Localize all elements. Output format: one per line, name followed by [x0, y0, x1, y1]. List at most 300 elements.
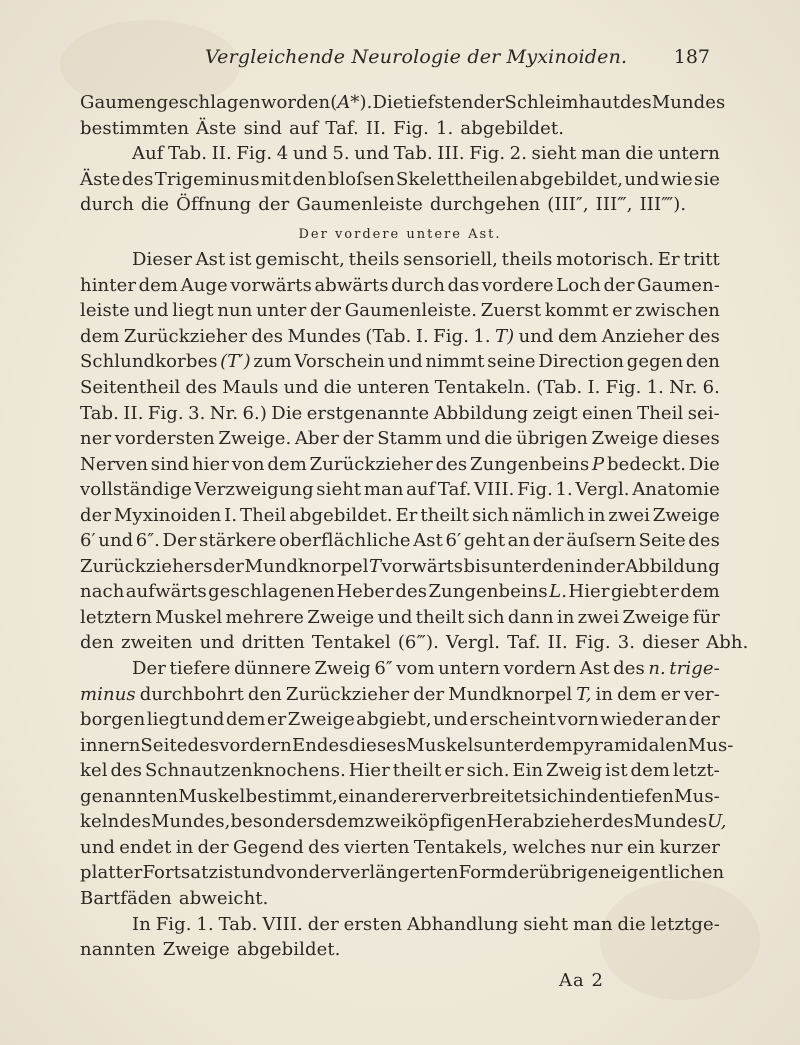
word: I.	[415, 325, 429, 347]
word: Zurückzieher	[285, 683, 410, 705]
word: Mundes,	[151, 811, 231, 833]
word: Schleimhaut	[504, 92, 621, 113]
word: dem	[325, 811, 365, 833]
text-line	[80, 477, 720, 503]
word: an	[664, 709, 688, 731]
word: nämlich	[511, 504, 586, 526]
word: II.	[211, 143, 232, 165]
word: I.	[224, 504, 238, 526]
word: Ast	[579, 658, 610, 680]
word: 2.	[509, 143, 528, 165]
word: der	[342, 428, 374, 450]
word: kel	[80, 760, 108, 782]
word: Muskel	[178, 785, 246, 807]
word: dem	[680, 581, 720, 603]
word: Myxinoiden	[113, 504, 222, 526]
word: ist	[229, 249, 252, 271]
word: der	[80, 504, 112, 526]
word: theilt	[415, 606, 465, 628]
text-line	[80, 886, 720, 912]
text-line	[80, 141, 720, 167]
signature-mark: Aa 2	[559, 970, 604, 991]
word: Anatomie	[632, 479, 720, 501]
word: vollständige	[80, 479, 192, 501]
word: Tentakels,	[413, 836, 508, 858]
word: zweiten	[121, 632, 193, 654]
section-heading: Der vordere untere Ast.	[298, 226, 502, 242]
text-line	[80, 579, 720, 605]
text-line	[80, 630, 749, 656]
word: der	[258, 194, 290, 216]
word: und	[133, 300, 169, 322]
word: tiefere	[169, 658, 231, 680]
word: des	[308, 836, 340, 858]
word: welches	[512, 836, 587, 858]
word: erstgenannte	[306, 402, 430, 424]
word: Theil	[637, 402, 684, 424]
word: in	[587, 504, 606, 526]
word: liegt	[172, 300, 214, 322]
word: anderer	[366, 785, 440, 807]
word: Gaumen	[80, 92, 157, 113]
word: Mundknorpel	[244, 555, 369, 577]
word: Zweige	[622, 606, 690, 628]
word: I.	[587, 377, 601, 399]
word: Ast	[195, 249, 226, 271]
word: der	[413, 683, 445, 705]
word: Anzieher	[601, 325, 684, 347]
word: zum	[253, 351, 292, 373]
word: Auge	[180, 274, 228, 296]
word: genannten	[80, 785, 179, 807]
word: des	[187, 734, 220, 756]
word: zwei	[608, 504, 650, 526]
word: Vorschein	[294, 351, 386, 373]
word: verlängerten	[339, 862, 459, 884]
word: sieht	[523, 913, 569, 935]
word: 1.	[436, 117, 454, 139]
word: 5.	[332, 143, 350, 165]
word: theilt	[420, 504, 470, 526]
word: man	[363, 479, 404, 501]
word: von	[275, 862, 309, 884]
word: borgen	[80, 709, 146, 731]
word: und	[445, 428, 481, 450]
word: zwei	[577, 606, 620, 628]
word: T)	[495, 325, 515, 347]
word: des	[119, 811, 152, 833]
word: 6″.	[135, 530, 160, 552]
word: unter	[482, 734, 533, 756]
text-line	[80, 937, 720, 963]
page-number: 187	[673, 46, 710, 68]
word: Der	[162, 530, 197, 552]
word: Gaumenleiste.	[344, 300, 478, 322]
word: mit	[260, 168, 292, 190]
word: untern	[658, 143, 720, 165]
text-line	[80, 528, 720, 554]
word: Die	[372, 92, 404, 113]
word: kurzer	[659, 836, 720, 858]
word: 6″	[374, 658, 393, 680]
word: Tab.	[80, 402, 119, 424]
word: letzt-	[672, 760, 720, 782]
word: theils	[501, 249, 553, 271]
word: Mus-	[674, 785, 720, 807]
word: des	[688, 530, 720, 552]
word: abweicht.	[178, 887, 269, 909]
word: Zweige.	[218, 428, 292, 450]
word: letztern	[80, 606, 153, 628]
text-line	[80, 452, 720, 478]
word: 3.	[188, 402, 206, 424]
word: Tab.	[218, 913, 258, 935]
word: II.	[123, 402, 144, 424]
word: Heber	[336, 581, 394, 603]
word: 3.	[617, 632, 636, 654]
word: P	[592, 453, 605, 475]
word: Er	[395, 504, 418, 526]
word: bestimmt,	[245, 785, 338, 807]
text-line	[80, 503, 720, 529]
word: sich	[531, 785, 569, 807]
word: Schlundkorbes	[80, 351, 218, 373]
text-line	[80, 605, 720, 631]
word: unter	[256, 300, 307, 322]
word: übrigen	[538, 862, 611, 884]
word: und	[518, 325, 554, 347]
word: (Tab.	[536, 377, 583, 399]
body-text	[80, 90, 749, 963]
word: trige-	[669, 658, 720, 680]
word: Zweige	[287, 709, 355, 731]
word: dem	[617, 683, 657, 705]
word: besonders	[230, 811, 326, 833]
word: er	[266, 709, 287, 731]
word: 1.	[196, 913, 214, 935]
word: vom	[396, 658, 435, 680]
word: keln	[80, 811, 120, 833]
word: auf	[406, 479, 436, 501]
word: abwärts	[314, 274, 389, 296]
word: des	[435, 453, 468, 475]
word: er	[659, 581, 679, 603]
word: und	[292, 143, 328, 165]
word: sie	[694, 168, 720, 190]
word: Fig.	[155, 913, 192, 935]
word: und	[98, 530, 134, 552]
word: des	[251, 325, 284, 347]
text-line	[80, 167, 720, 193]
word: des	[601, 811, 634, 833]
word: nach	[80, 581, 125, 603]
text-line	[80, 375, 720, 401]
word: Aber	[294, 428, 340, 450]
word: Fig.	[574, 632, 611, 654]
word: sich	[471, 504, 510, 526]
word: stärkere	[199, 530, 277, 552]
word: sei-	[687, 402, 720, 424]
word: hier	[191, 453, 229, 475]
word: durchbohrt	[139, 683, 244, 705]
word: von	[231, 453, 265, 475]
word: die	[323, 377, 352, 399]
word: Abbildung	[433, 402, 529, 424]
word: dem	[630, 760, 671, 782]
text-line	[80, 656, 720, 682]
word: die	[484, 428, 513, 450]
word: 1.	[646, 377, 664, 399]
word: dünnere	[233, 658, 311, 680]
word: sensoriell,	[403, 249, 498, 271]
word: tiefen	[620, 785, 674, 807]
word: Fig.	[433, 325, 470, 347]
word: Mundes	[633, 811, 708, 833]
word: dieser	[642, 632, 700, 654]
word: verbreitet	[439, 785, 532, 807]
word: dem	[80, 325, 120, 347]
word: durchgehen	[429, 194, 541, 216]
word: innern	[80, 734, 141, 756]
word: die	[140, 194, 170, 216]
text-line	[80, 426, 720, 452]
word: und	[80, 836, 116, 858]
word: In	[132, 913, 151, 935]
word: der	[473, 92, 505, 113]
word: platter	[80, 862, 143, 884]
word: man	[581, 143, 621, 165]
word: Seite	[140, 734, 188, 756]
word: die	[617, 913, 646, 935]
word: III‴,	[595, 194, 633, 216]
word: Herabzieher	[486, 811, 602, 833]
word: bedeckt.	[606, 453, 687, 475]
word: kommt	[544, 300, 609, 322]
word: bloſsen	[327, 168, 395, 190]
text-line	[80, 247, 720, 273]
word: III⁗).	[639, 194, 687, 216]
word: giebt	[610, 581, 659, 603]
word: Tentakel	[311, 632, 391, 654]
word: U,	[707, 811, 727, 833]
word: vorwärts	[230, 274, 312, 296]
word: Hier	[348, 760, 390, 782]
word: der	[212, 555, 245, 577]
word: abgiebt,	[356, 709, 432, 731]
word: III.	[437, 143, 465, 165]
word: Zuerst	[480, 300, 542, 322]
word: aufwärts	[125, 581, 207, 603]
word: an	[507, 530, 531, 552]
word: Stamm	[377, 428, 443, 450]
text-line	[80, 733, 734, 759]
word: oberflächliche	[278, 530, 411, 552]
word: Dieser	[132, 249, 192, 271]
word: Zungenbeins	[470, 453, 590, 475]
word: Er	[657, 249, 680, 271]
word: geschlagen	[156, 92, 261, 113]
word: (Tab.	[365, 325, 412, 347]
word: Taf.	[325, 117, 359, 139]
word: und	[240, 862, 276, 884]
word: einen	[582, 402, 633, 424]
word: vordern	[219, 734, 292, 756]
word: (III″,	[547, 194, 589, 216]
word: äuſsern	[566, 530, 637, 552]
word: des	[395, 581, 428, 603]
word: in	[595, 683, 614, 705]
word: ist	[218, 862, 241, 884]
word: bis	[463, 555, 491, 577]
word: abgebildet,	[519, 168, 624, 190]
text-line	[80, 860, 725, 886]
word: und	[377, 606, 413, 628]
text-line	[80, 784, 720, 810]
word: das	[447, 274, 480, 296]
word: in	[568, 785, 587, 807]
word: er	[612, 300, 632, 322]
word: durch	[391, 274, 446, 296]
running-title: Vergleichende Neurologie der Myxinoiden.	[205, 46, 628, 68]
word: sind	[150, 453, 190, 475]
word: dem	[557, 325, 598, 347]
word: minus	[80, 683, 136, 705]
word: sieht	[316, 479, 362, 501]
word: er	[444, 760, 464, 782]
word: 6.)	[242, 402, 267, 424]
text-line	[80, 707, 720, 733]
text-line	[80, 554, 720, 580]
word: der	[593, 555, 625, 577]
word: tritt	[683, 249, 720, 271]
word: Zungenbeins	[428, 581, 548, 603]
word: Abbildung	[625, 555, 720, 577]
word: dieses	[662, 428, 720, 450]
word: in	[575, 555, 594, 577]
word: dritten	[241, 632, 305, 654]
word: unter	[490, 555, 541, 577]
word: Seitentheil	[80, 377, 181, 399]
word: und	[283, 377, 319, 399]
word: der	[532, 530, 564, 552]
word: Trigeminus	[154, 168, 260, 190]
word: T,	[576, 683, 592, 705]
text-line	[80, 273, 720, 299]
word: 6′	[80, 530, 96, 552]
word: ver-	[684, 683, 720, 705]
word: dem	[138, 274, 179, 296]
word: vordere	[481, 274, 554, 296]
word: Fortsatz	[142, 862, 219, 884]
word: Mauls	[222, 377, 279, 399]
word: nimmt	[425, 351, 485, 373]
word: des	[688, 325, 720, 347]
word: Ein	[512, 760, 544, 782]
word: Zurückziehers	[80, 555, 213, 577]
word: in	[556, 606, 575, 628]
text-line	[80, 192, 720, 218]
word: 6.	[702, 377, 720, 399]
word: abgebildet.	[289, 504, 393, 526]
word: der	[307, 913, 339, 935]
word: zwischen	[635, 300, 720, 322]
word: Zweige	[591, 428, 659, 450]
word: in	[175, 836, 194, 858]
word: ner	[80, 428, 112, 450]
text-line	[80, 758, 720, 784]
word: Auf	[132, 143, 164, 165]
text-line	[80, 298, 720, 324]
word: Mundknorpel	[448, 683, 573, 705]
word: den	[685, 351, 720, 373]
word: Nr.	[209, 402, 239, 424]
word: Zweig	[545, 760, 603, 782]
word: Tentakeln.	[434, 377, 532, 399]
word: Äste	[196, 117, 237, 139]
word: VIII.	[473, 479, 515, 501]
word: unteren	[357, 377, 430, 399]
word: pyramidalen	[572, 734, 688, 756]
word: Tab.	[168, 143, 208, 165]
word: er	[660, 683, 681, 705]
word: leiste	[80, 300, 130, 322]
word: Direction	[538, 351, 625, 373]
word: L.	[549, 581, 568, 603]
text-line	[80, 809, 727, 835]
word: Mundes	[287, 325, 362, 347]
word: vordern	[503, 658, 577, 680]
word: Zweige	[307, 606, 375, 628]
word: motorisch.	[556, 249, 655, 271]
word: Skelettheilen	[396, 168, 519, 190]
word: der	[688, 709, 720, 731]
text-line	[80, 835, 720, 861]
word: 4	[276, 143, 289, 165]
word: ersten	[343, 913, 403, 935]
word: mehrere	[225, 606, 305, 628]
word: endet	[119, 836, 172, 858]
word: Vergl.	[445, 632, 501, 654]
word: Gaumen-	[637, 274, 720, 296]
word: 1.	[555, 479, 573, 501]
word: bestimmten	[80, 117, 190, 139]
word: und	[624, 168, 660, 190]
word: nannten	[80, 939, 156, 961]
word: Äste	[80, 168, 121, 190]
word: dem	[532, 734, 573, 756]
word: und	[387, 351, 423, 373]
word: (A*).	[330, 92, 373, 113]
word: seine	[487, 351, 536, 373]
word: vorwärts	[381, 555, 464, 577]
word: den	[292, 168, 327, 190]
word: des	[620, 92, 652, 113]
word: Mundes	[651, 92, 726, 113]
word: des	[613, 658, 645, 680]
word: des	[110, 760, 143, 782]
word: Fig.	[147, 402, 184, 424]
word: der	[603, 274, 635, 296]
word: zweiköpfigen	[364, 811, 487, 833]
word: gemischt,	[255, 249, 345, 271]
word: den	[80, 632, 115, 654]
word: der	[507, 862, 539, 884]
word: Zweig	[314, 658, 371, 680]
word: tiefsten	[403, 92, 474, 113]
text-line	[80, 682, 720, 708]
text-line	[80, 912, 720, 938]
word: Abh.	[706, 632, 749, 654]
